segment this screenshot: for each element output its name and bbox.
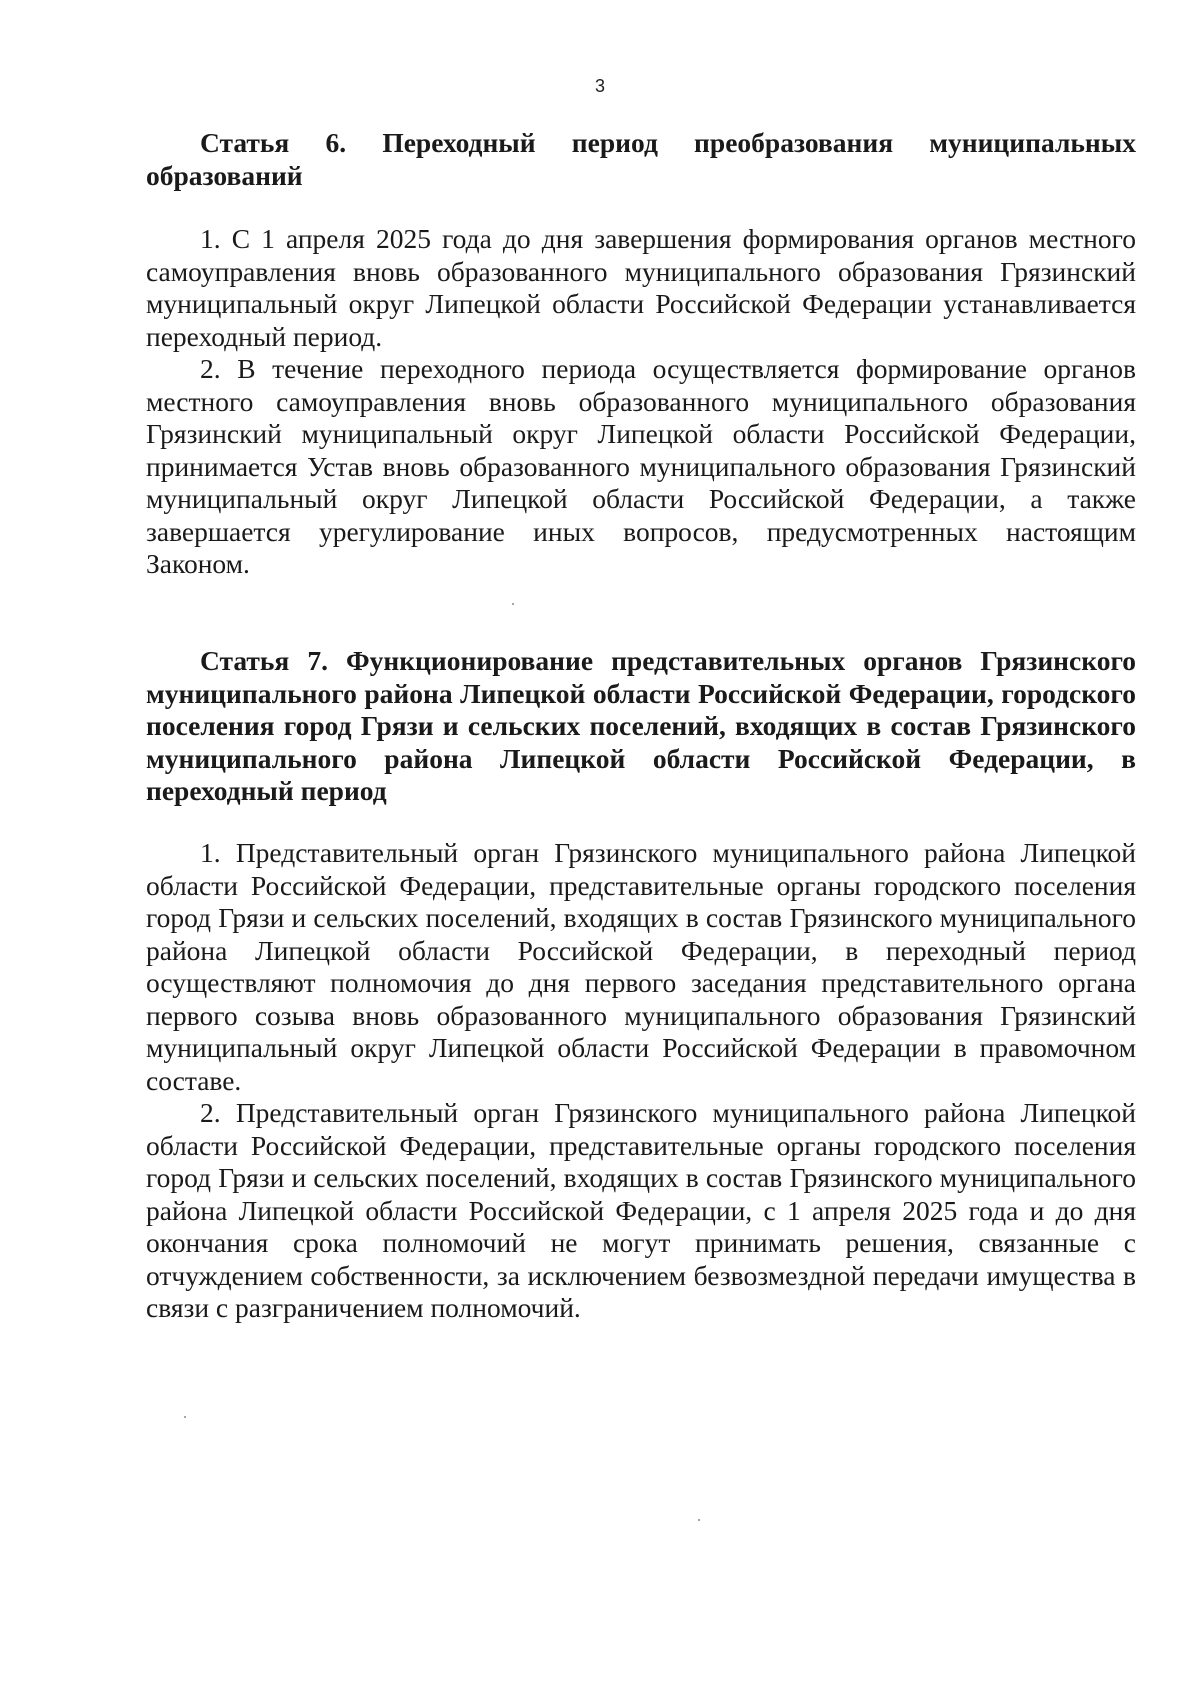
scan-speck [512, 603, 514, 605]
article-6-heading-block [146, 127, 1136, 192]
scan-speck [698, 1519, 700, 1521]
article-7-heading: Статья 7. Функционирование представительных органов Грязинского муниципального района Липецкой области Российской Федерации, городского поселения город Грязи и сельских поселений, входящих в состав Грязинского муниципального района Липецкой области Российской Федерации, в переходный период [146, 645, 1136, 806]
article-7-body [146, 837, 1136, 1325]
article-6-paragraph-1: 1. С 1 апреля 2025 года до дня завершения формирования органов местного самоуправления вновь образованного муниципального образования Грязинский муниципальный округ Липецкой области Российской Федерации устанавливается переходный период. [146, 223, 1136, 352]
article-7-heading-block [146, 645, 1136, 808]
article-6-paragraph-2: 2. В течение переходного периода осуществляется формирование органов местного самоуправления вновь образованного муниципального образования Грязинский муниципальный округ Липецкой области Российской Федерации, принимается Устав вновь образованного муниципального образования Грязинский муниципальный округ Липецкой области Российской Федерации, а также завершается урегулирование иных вопросов, предусмотренных настоящим Законом. [146, 353, 1136, 579]
article-7-paragraph-1: 1. Представительный орган Грязинского муниципального района Липецкой области Российской Федерации, представительные органы городского поселения город Грязи и сельских поселений, входящих в состав Грязинского муниципального района Липецкой области Российской Федерации, в переходный период осуществляют полномочия до дня первого заседания представительного органа первого созыва вновь образованного муниципального образования Грязинский муниципальный округ Липецкой области Российской Федерации в правомочном составе. [146, 837, 1136, 1096]
article-6-heading: Статья 6. Переходный период преобразования муниципальных образований [146, 127, 1136, 191]
article-7-paragraph-2: 2. Представительный орган Грязинского муниципального района Липецкой области Российской Федерации, представительные органы городского поселения город Грязи и сельских поселений, входящих в состав Грязинского муниципального района Липецкой области Российской Федерации, с 1 апреля 2025 года и до дня окончания срока полномочий не могут принимать решения, связанные с отчуждением собственности, за исключением безвозмездной передачи имущества в связи с разграничением полномочий. [146, 1097, 1136, 1323]
page-number: 3 [594, 76, 605, 96]
article-6-body [146, 223, 1136, 581]
scan-speck [184, 1416, 186, 1418]
